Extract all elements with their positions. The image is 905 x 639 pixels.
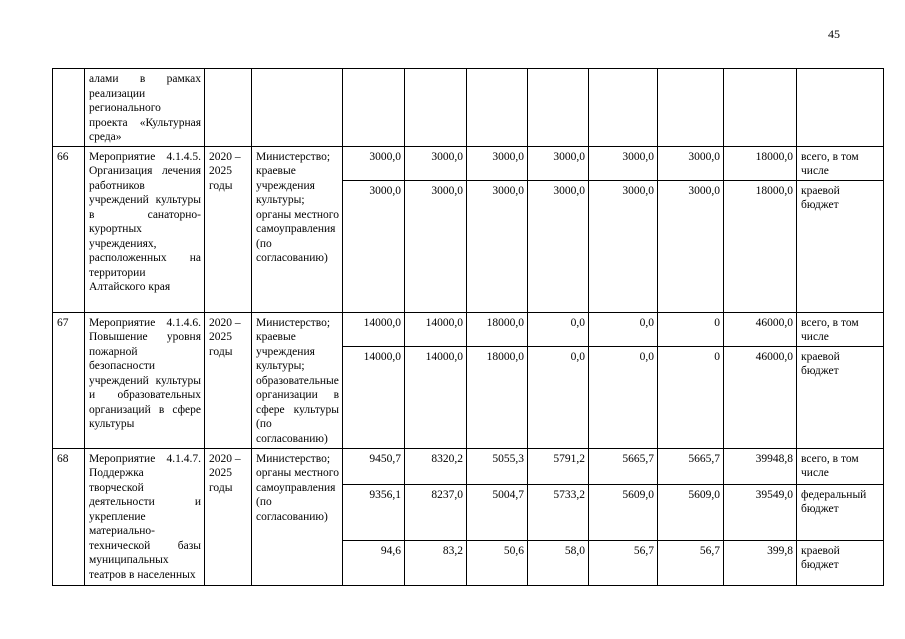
total-value-cell: 46000,0	[724, 312, 797, 346]
year-value-cell	[658, 69, 724, 147]
year-value-cell: 3000,0	[658, 180, 724, 312]
activity-cell: Мероприятие 4.1.4.6. Повышение уровня пожарной безопасности учреждений культуры и образовательных организаций в сфере культуры	[85, 312, 205, 448]
funding-source-cell: всего, в том числе	[797, 448, 884, 484]
year-value-cell: 5609,0	[589, 484, 658, 540]
year-value-cell: 14000,0	[405, 346, 467, 448]
activity-cell: алами в рамках реализации регионального проекта «Культурная среда»	[85, 69, 205, 147]
funding-source-cell: всего, в том числе	[797, 146, 884, 180]
year-value-cell: 18000,0	[467, 312, 528, 346]
year-value-cell: 3000,0	[658, 146, 724, 180]
year-value-cell: 9356,1	[343, 484, 405, 540]
row-number-cell	[53, 69, 85, 147]
year-value-cell: 58,0	[528, 540, 589, 585]
funding-source-cell: краевой бюджет	[797, 180, 884, 312]
period-cell	[205, 69, 252, 147]
funding-source-cell: краевой бюджет	[797, 346, 884, 448]
executor-cell: Министерство; органы местного самоуправления (по согласованию)	[252, 448, 343, 585]
year-value-cell	[343, 69, 405, 147]
year-value-cell: 3000,0	[467, 146, 528, 180]
year-value-cell: 5609,0	[658, 484, 724, 540]
year-value-cell: 0,0	[528, 312, 589, 346]
year-value-cell: 94,6	[343, 540, 405, 585]
year-value-cell: 0,0	[589, 346, 658, 448]
year-value-cell: 3000,0	[589, 146, 658, 180]
total-value-cell: 399,8	[724, 540, 797, 585]
year-value-cell: 18000,0	[467, 346, 528, 448]
year-value-cell: 0,0	[589, 312, 658, 346]
year-value-cell: 3000,0	[467, 180, 528, 312]
year-value-cell: 3000,0	[343, 146, 405, 180]
year-value-cell: 5665,7	[658, 448, 724, 484]
year-value-cell: 3000,0	[405, 180, 467, 312]
period-cell: 2020 – 2025 годы	[205, 448, 252, 585]
year-value-cell: 83,2	[405, 540, 467, 585]
year-value-cell: 5004,7	[467, 484, 528, 540]
year-value-cell: 14000,0	[343, 312, 405, 346]
year-value-cell: 8237,0	[405, 484, 467, 540]
funding-source-cell	[797, 69, 884, 147]
period-cell: 2020 – 2025 годы	[205, 146, 252, 312]
funding-source-cell: всего, в том числе	[797, 312, 884, 346]
year-value-cell: 9450,7	[343, 448, 405, 484]
funding-source-cell: краевой бюджет	[797, 540, 884, 585]
year-value-cell: 3000,0	[405, 146, 467, 180]
total-value-cell: 18000,0	[724, 180, 797, 312]
year-value-cell	[405, 69, 467, 147]
year-value-cell: 3000,0	[528, 180, 589, 312]
year-value-cell: 5733,2	[528, 484, 589, 540]
year-value-cell: 50,6	[467, 540, 528, 585]
row-number-cell: 67	[53, 312, 85, 448]
year-value-cell: 14000,0	[405, 312, 467, 346]
table-row	[53, 69, 884, 147]
year-value-cell: 3000,0	[528, 146, 589, 180]
year-value-cell: 14000,0	[343, 346, 405, 448]
funding-source-cell: федеральный бюджет	[797, 484, 884, 540]
total-value-cell: 46000,0	[724, 346, 797, 448]
year-value-cell: 3000,0	[343, 180, 405, 312]
row-number-cell: 68	[53, 448, 85, 585]
table-row	[53, 146, 884, 180]
total-value-cell: 18000,0	[724, 146, 797, 180]
total-value-cell	[724, 69, 797, 147]
executor-cell	[252, 69, 343, 147]
year-value-cell: 5791,2	[528, 448, 589, 484]
year-value-cell: 8320,2	[405, 448, 467, 484]
total-value-cell: 39948,8	[724, 448, 797, 484]
year-value-cell	[528, 69, 589, 147]
program-activities-table	[52, 68, 884, 586]
page-number: 45	[828, 27, 840, 41]
year-value-cell: 3000,0	[589, 180, 658, 312]
year-value-cell: 56,7	[589, 540, 658, 585]
year-value-cell: 0	[658, 312, 724, 346]
year-value-cell: 0,0	[528, 346, 589, 448]
activity-cell: Мероприятие 4.1.4.7. Поддержка творческой деятельности и укрепление материально-технической базы муниципальных театров в населенных	[85, 448, 205, 585]
year-value-cell	[589, 69, 658, 147]
table-row	[53, 448, 884, 484]
total-value-cell: 39549,0	[724, 484, 797, 540]
year-value-cell: 0	[658, 346, 724, 448]
period-cell: 2020 – 2025 годы	[205, 312, 252, 448]
executor-cell: Министерство; краевые учреждения культуры; образовательные организации в сфере культуры (по согласованию)	[252, 312, 343, 448]
year-value-cell: 5665,7	[589, 448, 658, 484]
year-value-cell	[467, 69, 528, 147]
table-row	[53, 312, 884, 346]
executor-cell: Министерство; краевые учреждения культуры; органы местного самоуправления (по согласованию)	[252, 146, 343, 312]
year-value-cell: 56,7	[658, 540, 724, 585]
activity-cell: Мероприятие 4.1.4.5. Организация лечения работников учреждений культуры в санаторно-курортных учреждениях, расположенных на территории Алтайского края	[85, 146, 205, 312]
table-body	[53, 69, 884, 586]
row-number-cell: 66	[53, 146, 85, 312]
year-value-cell: 5055,3	[467, 448, 528, 484]
